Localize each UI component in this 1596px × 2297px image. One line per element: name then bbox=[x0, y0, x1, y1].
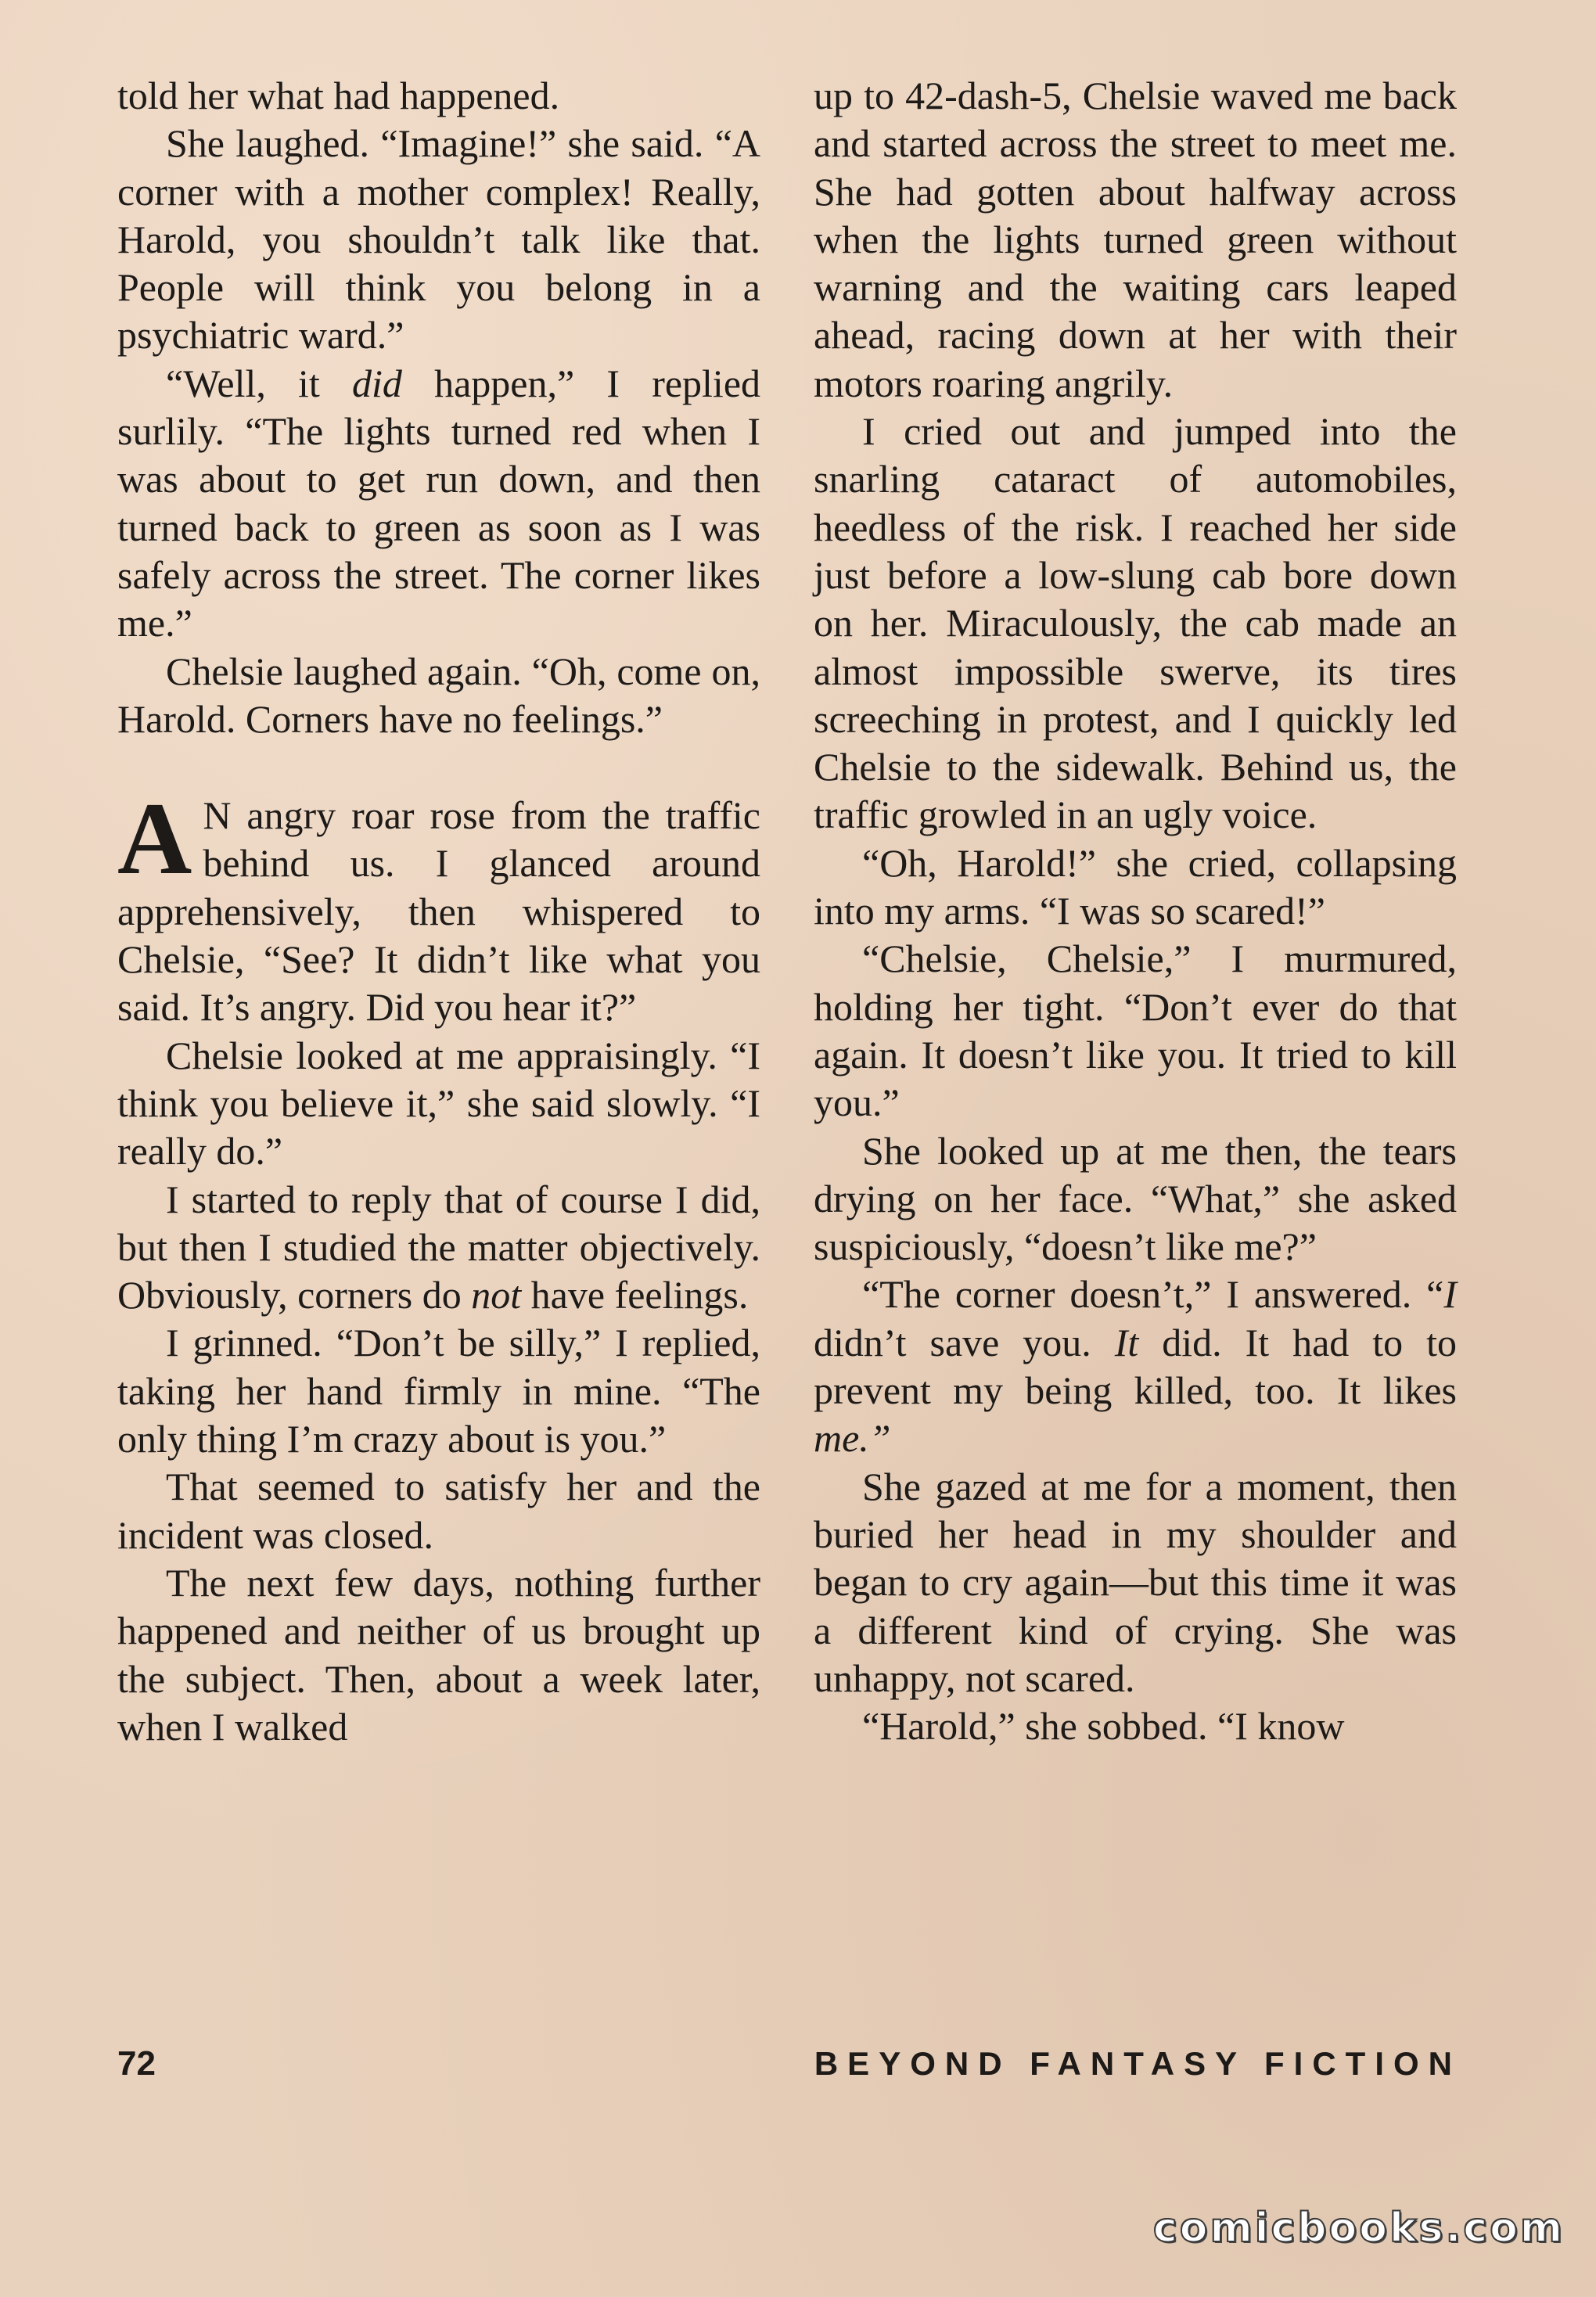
emphasis: not bbox=[471, 1273, 522, 1317]
paragraph: She looked up at me then, the tears drying on her face. “What,” she asked suspiciously, “doesn’t like me?” bbox=[814, 1128, 1457, 1269]
paragraph: I cried out and jumped into the snarling cataract of automobiles, heedless of the risk. I reached her side just before a low-slung cab bore down on her. Miraculously, the cab made an almost impossible swerve, its tires screeching in protest, and I quickly led Chelsie to the sidewalk. Behind us, the traffic growled in an ugly voice. bbox=[814, 409, 1457, 837]
text-run: I started to reply that of course I did, but then I studied the matter objectively. Obviously, corners do bbox=[117, 1177, 760, 1317]
text-run: have feelings. bbox=[521, 1273, 749, 1317]
paragraph: “Oh, Harold!” she cried, collapsing into my arms. “I was so scared!” bbox=[814, 840, 1457, 933]
paragraph: “Harold,” she sobbed. “I know bbox=[862, 1704, 1345, 1749]
emphasis: It bbox=[1114, 1320, 1139, 1364]
text-run: “Well, it bbox=[166, 361, 353, 405]
page-number: 72 bbox=[117, 2044, 156, 2083]
watermark-logo: comicbooks.com bbox=[1152, 2205, 1565, 2252]
text-run: “The corner doesn’t,” I answered. “ bbox=[862, 1272, 1444, 1317]
drop-cap: A bbox=[117, 781, 192, 897]
emphasis: I bbox=[1443, 1272, 1457, 1317]
text-run: didn’t save you. bbox=[814, 1320, 1115, 1364]
paragraph-dropcap bbox=[117, 781, 760, 1031]
paragraph: She laughed. “Imagine!” she said. “A corner with a mother complex! Really, Harold, you shouldn’t talk like that. People will think you belong in a psychiatric ward.” bbox=[117, 121, 760, 358]
paragraph: up to 42-dash-5, Chelsie waved me back and started across the street to meet me. She had gotten about halfway across when the lights turned green without warning and the waiting cars leaped ahead, racing down at her with their motors roaring angrily. bbox=[814, 74, 1457, 405]
running-footer-title: BEYOND FANTASY FICTION bbox=[814, 2045, 1461, 2082]
emphasis: me.” bbox=[814, 1416, 891, 1461]
right-text-column bbox=[814, 72, 1457, 1750]
paragraph: Chelsie looked at me appraisingly. “I think you believe it,” she said slowly. “I really do.” bbox=[117, 1033, 760, 1174]
paragraph: told her what had happened. bbox=[117, 74, 560, 117]
text-run: did. It had to to prevent my being killed, too. It likes bbox=[814, 1320, 1457, 1413]
paragraph bbox=[117, 360, 760, 648]
text-run: happen,” I replied surlily. “The lights turned red when I was about to get run down, and then turned back to green as soon as I was safely across the street. The corner likes me.” bbox=[117, 361, 761, 645]
paragraph: “Chelsie, Chelsie,” I murmured, holding her tight. “Don’t ever do that again. It doesn’t like you. It tried to kill you.” bbox=[814, 936, 1457, 1125]
text-run: N angry roar rose from the traffic behind us. I glanced around apprehensively, then whispered to Chelsie, “See? It didn’t like what you said. It’s angry. Did you hear it?” bbox=[117, 793, 760, 1030]
paragraph: The next few days, nothing further happened and neither of us brought up the subject. Then, about a week later, when I walked bbox=[117, 1560, 760, 1749]
paragraph: I grinned. “Don’t be silly,” I replied, taking her hand firmly in mine. “The only thing I’m crazy about is you.” bbox=[117, 1321, 760, 1461]
paragraph: She gazed at me for a moment, then buried her head in my shoulder and began to cry again—but this time it was a different kind of crying. She was unhappy, not scared. bbox=[814, 1464, 1457, 1700]
left-text-column bbox=[117, 72, 760, 1751]
paragraph bbox=[814, 1271, 1457, 1462]
emphasis: did bbox=[352, 361, 402, 405]
paragraph: Chelsie laughed again. “Oh, come on, Harold. Corners have no feelings.” bbox=[117, 649, 760, 741]
paragraph bbox=[117, 1176, 760, 1320]
paragraph: That seemed to satisfy her and the incident was closed. bbox=[117, 1465, 760, 1557]
